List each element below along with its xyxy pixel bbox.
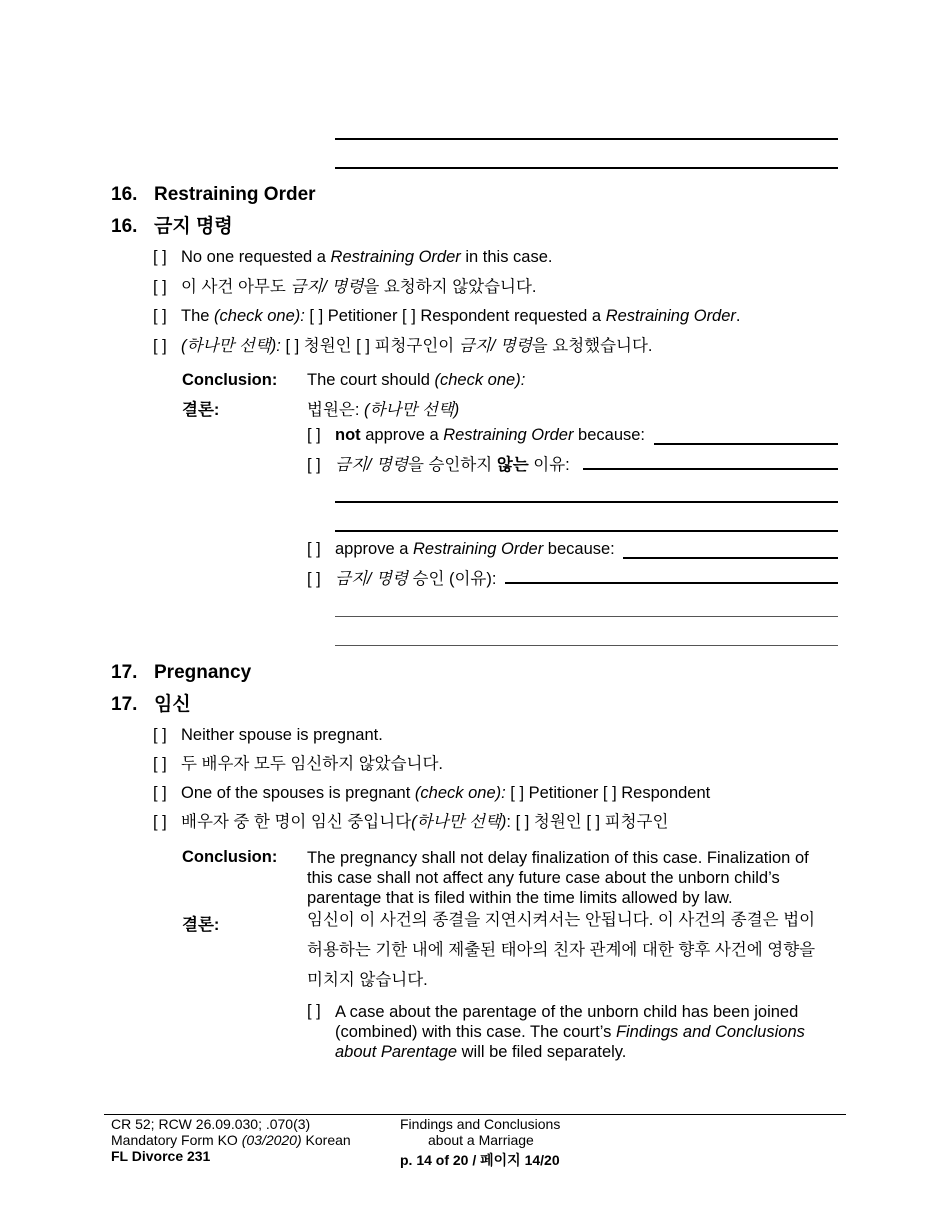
s16-not-approve-kr-reason-line[interactable] [583,468,838,470]
footer-page-number: p. 14 of 20 / 페이지 14/20 [400,1152,560,1168]
s17-opt2-checkbox[interactable]: [ ] [153,784,167,802]
s16-opt2-en-italic: Restraining Order [605,307,736,325]
s16-opt2-en-mid: [ ] Petitioner [ ] Respondent requested a [304,307,606,325]
s16-opt1-en-italic: Restraining Order [330,248,461,266]
s17-joined-post: will be filed separately. [457,1043,627,1061]
s16-approve-kr-post: 승인 (이유): [407,570,497,588]
s16-conclusion-en-text: The court should [307,371,435,389]
section17-heading-kr [111,689,191,716]
s16-opt2-kr-post: 을 요청했습니다. [531,337,653,355]
s16-not-approve-checkbox[interactable]: [ ] [307,426,321,444]
s16-not-approve-italic: Restraining Order [443,426,574,444]
footer-form-post: Korean [301,1132,351,1148]
s16-conclusion-kr-italic: (하나만 선택) [364,401,460,419]
s16-not-approve-kr-bold: 않는 [496,456,529,474]
s16-not-approve-kr-mid: 을 승인하지 [407,456,497,474]
s17-conclusion-kr: 임신이 이 사건의 종결을 지연시켜서는 안됩니다. 이 사건의 종결은 법이 허용하는 기한 내에 제출된 태아의 친자 관계에 대한 향후 사건에 영향을 미치지 않습니다. [307,911,816,989]
s16-not-approve-kr [307,451,570,475]
s16-opt1-en-post: in this case. [460,248,553,266]
s16-opt2-kr [153,332,653,356]
section17-title-en: Pregnancy [154,662,252,683]
s16-not-approve-en [307,426,645,445]
s17-opt2-kr-checkbox[interactable]: [ ] [153,813,167,831]
s16-opt1-en [153,248,552,267]
footer-form-number: FL Divorce 231 [111,1148,211,1164]
s17-opt1-kr-checkbox[interactable]: [ ] [153,755,167,773]
s17-opt1-en [153,726,383,745]
s16-opt2-checkbox[interactable]: [ ] [153,307,167,325]
s16-opt1-kr-post: 을 요청하지 않았습니다. [363,278,537,296]
s17-opt2-kr-pre: 배우자 중 한 명이 임신 중입니다 [181,813,412,831]
s17-opt2-kr [153,808,668,832]
s16-not-approve-kr-checkbox[interactable]: [ ] [307,456,321,474]
footer-form-id [111,1132,351,1148]
s16-not-approve-kr-post: 이유: [528,456,570,474]
s16-approve-post: because: [543,540,615,558]
s16-opt2-kr-check: (하나만 선택): [181,337,281,355]
s16-conclusion-en-italic: (check one): [434,371,526,389]
section16-title-kr: 금지 명령 [154,216,233,237]
s17-opt2-en [153,784,710,803]
s16-not-approve-post: because: [573,426,646,444]
s17-opt2-kr-italic: (하나만 선택) [411,813,507,831]
s16-conclusion-en [307,371,525,390]
s16-approve-reason-line[interactable] [623,557,838,559]
s16-approve-extra-line-2[interactable] [335,645,838,646]
section17-heading-en [111,662,251,684]
s16-approve-extra-line-1[interactable] [335,616,838,617]
s17-opt2-en-italic: (check one): [414,784,506,802]
footer-form-date: (03/2020) [241,1132,302,1148]
s17-opt1-kr [153,750,443,774]
s16-opt2-kr-checkbox[interactable]: [ ] [153,337,167,355]
s16-opt2-en [153,307,741,326]
s16-not-approve-bold: not [335,426,361,444]
footer-title-1: Findings and Conclusions [400,1116,561,1132]
s16-conclusion-kr-text: 법원은: [307,401,364,419]
s16-opt1-kr-italic: 금지/ 명령 [290,278,364,296]
s17-conclusion-label-kr: 결론: [182,916,220,934]
s16-approve-checkbox[interactable]: [ ] [307,540,321,558]
section16-heading-en [111,184,316,206]
s16-opt2-en-check: (check one): [214,307,305,325]
s16-approve-italic: Restraining Order [412,540,544,558]
s17-joined-checkbox[interactable]: [ ] [307,1002,321,1020]
s16-opt1-checkbox[interactable]: [ ] [153,248,167,266]
s16-opt2-kr-italic: 금지/ 명령 [458,337,532,355]
footer-title-2: about a Marriage [428,1132,534,1148]
s16-approve-pre: approve a [335,540,413,558]
s16-opt1-en-text: No one requested a [181,248,331,266]
s17-opt1-checkbox[interactable]: [ ] [153,726,167,744]
s17-joined-italic: Findings and Conclusions about Parentage [335,1023,805,1061]
top-blank-line-2[interactable] [335,167,838,169]
s16-opt2-kr-mid: [ ] 청원인 [ ] 피청구인이 [280,337,459,355]
footer-citation: CR 52; RCW 26.09.030; .070(3) [111,1116,311,1132]
footer-form-pre: Mandatory Form KO [111,1132,242,1148]
s17-opt2-kr-post: : [ ] 청원인 [ ] 피청구인 [506,813,669,831]
footer-divider [104,1114,846,1115]
s16-not-approve-extra-line-2[interactable] [335,530,838,532]
section16-number: 16. [111,184,138,205]
s16-conclusion-kr [307,396,459,420]
section16-number-kr: 16. [111,216,138,237]
s17-conclusion-label-en: Conclusion: [182,848,278,866]
s16-not-approve-kr-italic: 금지/ 명령 [335,456,408,474]
s16-conclusion-label-kr: 결론: [182,401,220,419]
section17-number-kr: 17. [111,694,138,715]
s17-opt1-en-text: Neither spouse is pregnant. [181,726,383,744]
section16-heading-kr [111,211,233,238]
top-blank-line-1[interactable] [335,138,838,140]
s16-approve-kr-checkbox[interactable]: [ ] [307,570,321,588]
s16-approve-en [307,540,615,559]
s16-opt2-en-pre: The [181,307,215,325]
s16-opt1-kr-text: 이 사건 아무도 [181,278,291,296]
s16-opt2-en-post: . [735,307,741,325]
s16-not-approve-reason-line[interactable] [654,443,838,445]
s17-opt2-en-post: [ ] Petitioner [ ] Respondent [505,784,711,802]
s16-not-approve-extra-line-1[interactable] [335,501,838,503]
s17-opt2-en-pre: One of the spouses is pregnant [181,784,415,802]
s17-opt1-kr-text: 두 배우자 모두 임신하지 않았습니다. [181,755,444,773]
s16-approve-kr-italic: 금지/ 명령 [335,570,408,588]
section17-title-kr: 임신 [154,694,191,715]
s16-approve-kr [307,565,496,589]
s16-not-approve-mid: approve a [360,426,444,444]
s16-opt1-kr-checkbox[interactable]: [ ] [153,278,167,296]
s16-opt1-kr [153,273,536,297]
s17-joined-pre: A case about the parentage of the unborn child has been joined (combined) with this case. The court’s [335,1003,799,1041]
s17-joined-text [335,1002,830,1062]
s17-conclusion-en: The pregnancy shall not delay finalization of this case. Finalization of this case shall not affect any future case about the unborn child’s parentage that is filed within the time limits allowed by law. [307,849,809,907]
s16-conclusion-label-en: Conclusion: [182,371,278,389]
s16-approve-kr-reason-line[interactable] [505,582,838,584]
section17-number: 17. [111,662,138,683]
section16-title-en: Restraining Order [154,184,316,205]
